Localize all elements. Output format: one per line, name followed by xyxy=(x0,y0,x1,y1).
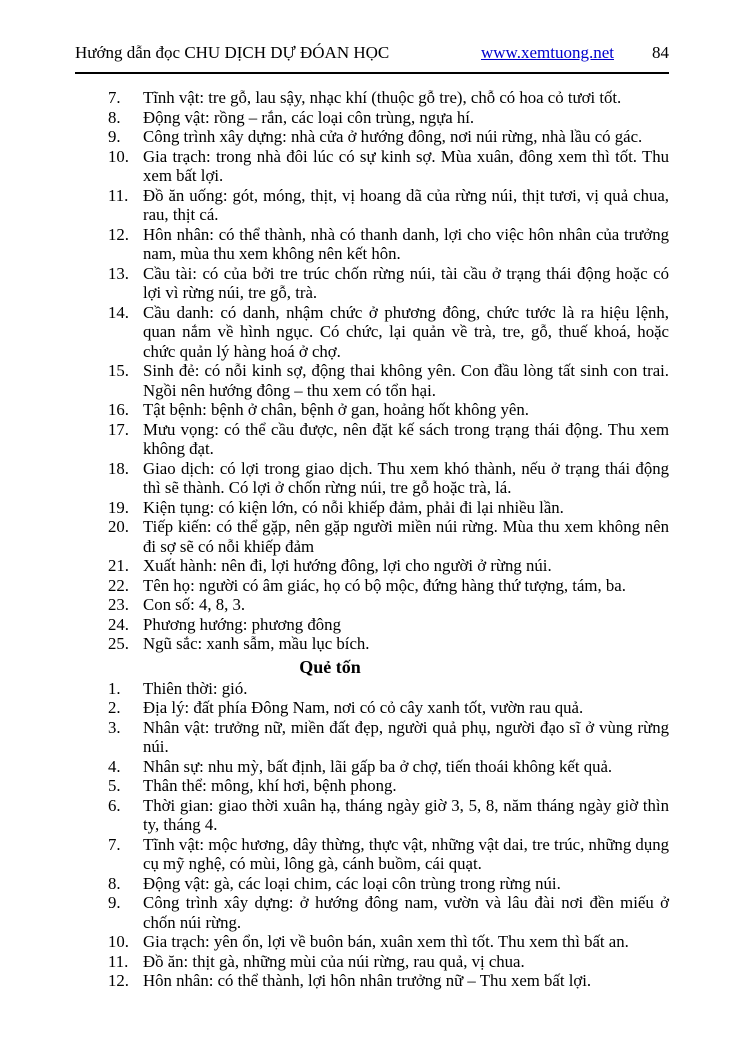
item-text: Mưu vọng: có thể cầu được, nên đặt kế sách trong trạng thái động. Thu xem không đạt. xyxy=(143,419,669,458)
attribute-list-previous-hexagram xyxy=(75,88,669,654)
page-header xyxy=(75,43,669,63)
list-item xyxy=(75,400,669,420)
item-number: 14. xyxy=(108,302,129,322)
item-text: Kiện tụng: có kiện lớn, có nỗi khiếp đảm, phải đi lại nhiều lần. xyxy=(143,497,564,517)
item-number: 5. xyxy=(108,776,121,795)
list-item xyxy=(75,615,669,635)
list-item xyxy=(75,361,669,400)
page-number: 84 xyxy=(652,43,669,62)
list-item xyxy=(75,932,669,952)
item-text: Tĩnh vật: tre gỗ, lau sậy, nhạc khí (thuộc gỗ tre), chỗ có hoa cỏ tươi tốt. xyxy=(143,88,622,107)
item-number: 22. xyxy=(108,575,129,595)
item-text: Cầu tài: có của bởi tre trúc chốn rừng núi, tài cầu ở trạng thái động hoặc có lợi vì rừng núi, tre gỗ, trà. xyxy=(143,263,669,302)
item-text: Đồ ăn uống: gót, móng, thịt, vị hoang dã của rừng núi, thịt tươi, vị quả chua, rau, thịt cá. xyxy=(143,185,669,224)
item-text: Thời gian: giao thời xuân hạ, tháng ngày giờ 3, 5, 8, năm tháng ngày giờ thìn ty, tháng 4. xyxy=(143,795,669,834)
item-text: Hôn nhân: có thể thành, nhà có thanh danh, lợi cho việc hôn nhân của trưởng nam, mùa thu xem không nên kết hôn. xyxy=(143,224,669,263)
item-text: Cầu danh: có danh, nhậm chức ở phương đông, chức tước là ra hiệu lệnh, quan nắm về hình ngục. Có chức, lại quản về trà, tre, gỗ, thuế khoá, hoặc chức quản lý hàng hoá ở chợ. xyxy=(143,302,669,361)
item-text: Thiên thời: gió. xyxy=(143,678,248,698)
item-text: Nhân vật: trưởng nữ, miền đất đẹp, người quả phụ, người đạo sĩ ở vùng rừng núi. xyxy=(143,717,669,756)
item-number: 20. xyxy=(108,517,129,536)
item-text: Con số: 4, 8, 3. xyxy=(143,595,246,614)
list-item xyxy=(75,893,669,932)
item-number: 21. xyxy=(108,556,129,575)
list-item xyxy=(75,459,669,498)
item-text: Đồ ăn: thịt gà, những mùi của núi rừng, rau quả, vị chua. xyxy=(143,951,525,971)
list-item xyxy=(75,796,669,835)
list-item xyxy=(75,127,669,147)
item-text: Giao dịch: có lợi trong giao dịch. Thu xem khó thành, nếu ở trạng thái động thì sẽ thành. Có lợi ở chốn rừng núi, tre gỗ hoặc trà, lá. xyxy=(143,458,669,497)
item-number: 8. xyxy=(108,873,121,893)
item-number: 12. xyxy=(108,971,129,990)
list-item xyxy=(75,679,669,699)
attribute-list-que-ton xyxy=(75,679,669,991)
item-text: Nhân sự: nhu mỳ, bất định, lãi gấp ba ở chợ, tiến thoái không kết quả. xyxy=(143,756,613,776)
list-item xyxy=(75,952,669,972)
list-item xyxy=(75,264,669,303)
item-text: Gia trạch: trong nhà đôi lúc có sự kinh sợ. Mùa xuân, đông xem thì tốt. Thu xem bất lợi. xyxy=(143,146,669,185)
item-text: Ngũ sắc: xanh sẫm, mầu lục bích. xyxy=(143,634,370,653)
item-number: 25. xyxy=(108,634,129,653)
item-text: Tiếp kiến: có thể gặp, nên gặp người miền núi rừng. Mùa thu xem không nên đi sợ sẽ có nỗi khiếp đảm xyxy=(143,517,669,556)
item-text: Sinh đẻ: có nỗi kinh sợ, động thai không yên. Con đầu lòng tất sinh con trai. Ngồi nên hướng đông – thu xem có tổn hại. xyxy=(143,361,669,400)
item-text: Xuất hành: nên đi, lợi hướng đông, lợi cho người ở rừng núi. xyxy=(143,556,552,575)
section-heading-que-ton: Quẻ tốn xyxy=(299,656,361,677)
item-number: 1. xyxy=(108,678,121,698)
item-number: 6. xyxy=(108,795,121,815)
list-item xyxy=(75,874,669,894)
item-number: 17. xyxy=(108,419,129,439)
item-number: 23. xyxy=(108,595,129,614)
page-content xyxy=(75,88,669,991)
item-text: Thân thể: mông, khí hơi, bệnh phong. xyxy=(143,776,397,795)
list-item xyxy=(75,576,669,596)
item-number: 11. xyxy=(108,185,129,205)
item-number: 15. xyxy=(108,361,129,380)
list-item xyxy=(75,498,669,518)
list-item xyxy=(75,108,669,128)
item-number: 7. xyxy=(108,88,121,107)
item-number: 10. xyxy=(108,146,129,166)
item-text: Gia trạch: yên ổn, lợi về buôn bán, xuân xem thì tốt. Thu xem thì bất an. xyxy=(143,932,629,951)
list-item xyxy=(75,517,669,556)
list-item xyxy=(75,698,669,718)
item-text: Phương hướng: phương đông xyxy=(143,614,341,634)
item-text: Tật bệnh: bệnh ở chân, bệnh ở gan, hoảng hốt không yên. xyxy=(143,400,529,419)
item-number: 8. xyxy=(108,107,121,127)
item-text: Tĩnh vật: mộc hương, dây thừng, thực vật, những vật dai, tre trúc, những dụng cụ mỹ nghệ, có mùi, lông gà, cánh buồm, cái quạt. xyxy=(143,834,669,873)
item-number: 2. xyxy=(108,698,121,717)
item-number: 10. xyxy=(108,932,129,951)
item-text: Công trình xây dựng: nhà cửa ở hướng đông, nơi núi rừng, nhà lầu có gác. xyxy=(143,127,643,146)
list-item xyxy=(75,88,669,108)
item-number: 18. xyxy=(108,458,129,478)
list-item xyxy=(75,303,669,362)
list-item xyxy=(75,186,669,225)
list-item xyxy=(75,718,669,757)
item-number: 16. xyxy=(108,400,129,419)
item-number: 9. xyxy=(108,893,121,912)
list-item xyxy=(75,776,669,796)
item-number: 13. xyxy=(108,263,129,283)
item-number: 12. xyxy=(108,224,129,244)
list-item xyxy=(75,556,669,576)
list-item xyxy=(75,420,669,459)
header-title: Hướng dẫn đọc CHU DỊCH DỰ ĐÓAN HỌC xyxy=(75,43,390,62)
item-text: Tên họ: người có âm giác, họ có bộ mộc, đứng hàng thứ tượng, tám, ba. xyxy=(143,575,626,595)
list-item xyxy=(75,147,669,186)
item-text: Công trình xây dựng: ở hướng đông nam, vườn và lâu đài nơi đền miếu ở chốn núi rừng. xyxy=(143,893,669,932)
header-divider xyxy=(75,72,669,74)
list-item xyxy=(75,835,669,874)
item-number: 9. xyxy=(108,127,121,146)
list-item xyxy=(75,757,669,777)
item-text: Hôn nhân: có thể thành, lợi hôn nhân trưởng nữ – Thu xem bất lợi. xyxy=(143,971,592,990)
item-number: 19. xyxy=(108,497,129,517)
item-number: 7. xyxy=(108,834,121,854)
list-item xyxy=(75,971,669,991)
item-number: 4. xyxy=(108,756,121,776)
list-item xyxy=(75,595,669,615)
item-number: 11. xyxy=(108,951,129,971)
item-text: Địa lý: đất phía Đông Nam, nơi có cỏ cây xanh tốt, vườn rau quả. xyxy=(143,698,584,717)
list-item xyxy=(75,634,669,654)
item-text: Động vật: gà, các loại chim, các loại côn trùng trong rừng núi. xyxy=(143,873,561,893)
website-link[interactable]: www.xemtuong.net xyxy=(481,43,614,62)
item-number: 24. xyxy=(108,614,129,634)
item-text: Động vật: rồng – rắn, các loại côn trùng, ngựa hí. xyxy=(143,107,475,127)
item-number: 3. xyxy=(108,717,121,737)
list-item xyxy=(75,225,669,264)
